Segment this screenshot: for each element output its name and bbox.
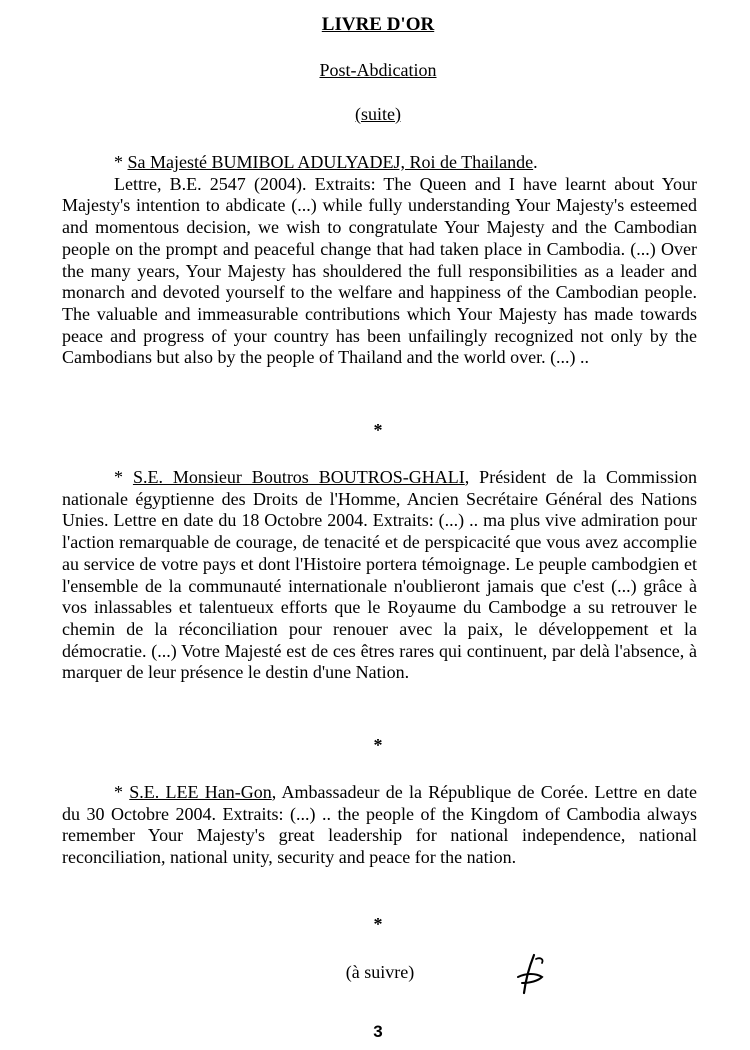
entry-author: S.E. LEE Han-Gon xyxy=(129,782,272,802)
entry-body: , Ambassadeur de la République de Corée. Lettre en date du 30 Octobre 2004. Extraits: (...) .. the people of the Kingdom of Cambodia always remember Your Majesty's great leadership for national independence, national reconciliation, national unity, security and peace for the nation. xyxy=(62,782,697,868)
entry-lee-han-gon xyxy=(62,782,697,869)
entry-bumibol xyxy=(62,152,697,369)
entry-boutros-ghali xyxy=(62,467,697,684)
entry-heading-body xyxy=(62,782,697,869)
entry-heading-body xyxy=(62,467,697,684)
page-title: LIVRE D'OR xyxy=(321,14,435,35)
entry-body: , Président de la Commission nationale égyptienne des Droits de l'Homme, Ancien Secrétaire Général des Nations Unies. Lettre en date du 18 Octobre 2004. Extraits: (...) .. ma plus vive admiration pour l'action remarquable de courage, de tenacité et de perspicacité que vous avez accomplie au service de votre pays et dont l'Histoire portera témoignage. Le peuple cambodgien et l'ensemble de la communauté internationale n'oublieront jamais que c'est (...) grâce à vos inlassables et talentueux efforts que le Royaume du Cambodge a su retrouver le chemin de la réconciliation pour renouer avec la paix, le développement et la démocratie. (...) Votre Majesté est de ces êtres rares qui continuent, par delà l'absence, à marquer de leur présence le destin d'une Nation. xyxy=(62,467,697,683)
continued-label: (à suivre) xyxy=(345,962,415,982)
entry-author: S.E. Monsieur Boutros BOUTROS-GHALI xyxy=(132,467,465,487)
entry-bullet: * xyxy=(114,467,133,487)
signature-mark xyxy=(512,953,552,995)
separator-star: * xyxy=(373,420,383,440)
suite-label: (suite) xyxy=(355,104,401,124)
entry-heading-rest: . xyxy=(533,152,538,172)
separator-star: * xyxy=(373,914,383,934)
page-subtitle: Post-Abdication xyxy=(319,60,437,80)
entry-heading xyxy=(62,152,697,174)
separator-star: * xyxy=(373,735,383,755)
entry-bullet: * xyxy=(114,152,128,172)
page-number: 3 xyxy=(373,1022,383,1041)
entry-body: Lettre, B.E. 2547 (2004). Extraits: The Queen and I have learnt about Your Majesty's intention to abdicate (...) while fully understanding Your Majesty's esteemed and momentous decision, we wish to congratulate Your Majesty and the Cambodian people on the prompt and peaceful change that had taken place in Cambodia. (...) Over the many years, Your Majesty has shouldered the full responsibilities as a leader and monarch and devoted yourself to the welfare and happiness of the Cambodian people. The valuable and immeasurable contributions which Your Majesty has made towards peace and progress of your country has been unfailingly recognized not only by the Cambodians but also by the people of Thailand and the world over. (...) .. xyxy=(62,173,697,368)
entry-bullet: * xyxy=(114,782,130,802)
entry-author: Sa Majesté BUMIBOL ADULYADEJ, Roi de Thailande xyxy=(127,152,534,172)
